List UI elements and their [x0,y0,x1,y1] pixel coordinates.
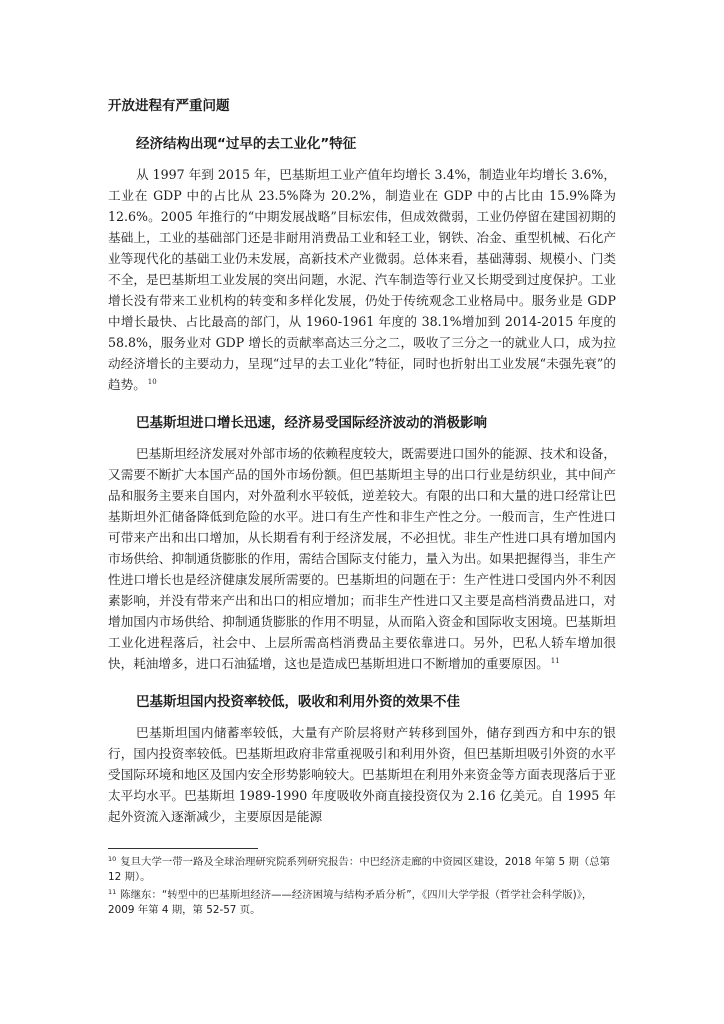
paragraph-imports [108,443,616,674]
subheading-imports: 巴基斯坦进口增长迅速，经济易受国际经济波动的消极影响 [136,415,487,431]
paragraph-investment [108,722,616,827]
footnote-ref-11[interactable]: 11 [550,656,560,665]
footnote-text: 陈继东：“转型中的巴基斯坦经济——经济困境与结构矛盾分析”，《四川大学学报（哲学社会科学版)》，2009 年第 4 期，第 52-57 页。 [108,889,593,916]
subheading-investment: 巴基斯坦国内投资率较低，吸收和利用外资的效果不佳 [136,694,460,710]
footnote-10 [108,855,616,885]
footnote-number: 10 [108,854,117,863]
footnote-11 [108,888,616,918]
paragraph-text: 巴基斯坦国内储蓄率较低，大量有产阶层将财产转移到国外，储存到西方和中东的银行，国内投资率较低。巴基斯坦政府非常重视吸引和利用外资，但巴基斯坦吸引外资的水平受国际环境和地区及国内安全形势影响较大。巴基斯坦在利用外来资金等方面表现落后于亚太平均水平。巴基斯坦 1989-1990 年度吸收外商直接投资仅为 2.16 亿美元。自 1995 年起外资流入逐渐减少，主要原因是能源 [108,725,616,824]
footnotes [108,848,616,921]
section-title: 开放进程有严重问题 [108,98,230,114]
document-page [108,96,616,845]
subheading-deindustrialization: 经济结构出现“过早的去工业化”特征 [136,136,357,152]
footnote-divider [108,848,258,849]
footnote-number: 11 [108,887,117,896]
paragraph-deindustrialization [108,164,616,395]
paragraph-text: 从 1997 年到 2015 年，巴基斯坦工业产值年均增长 3.4%，制造业年均增长 3.6%，工业在 GDP 中的占比从 23.5%降为 20.2%，制造业在 GDP 中的占比由 15.9%降为 12.6%。2005 年推行的“中期发展战略”目标宏伟，但成效微弱，工业仍停留在建国初期的基础上，工业的基础部门还是非耐用消费品工业和轻工业，钢铁、冶金、重型机械、石化产业等现代化的基础工业仍未发展，高新技术产业微弱。总体来看，基础薄弱、规模小、门类不全，是巴基斯坦工业发展的突出问题，水泥、汽车制造等行业又长期受到过度保护。工业增长没有带来工业机构的转变和多样化发展，仍处于传统观念工业格局中。服务业是 GDP 中增长最快、占比最高的部门，从 1960-1961 年度的 38.1%增加到 2014-2015 年度的 58.8%，服务业对 GDP 增长的贡献率高达三分之二，吸收了三分之一的就业人口，成为拉动经济增长的主要动力，呈现“过早的去工业化”特征，同时也折射出工业发展“未强先衰”的趋势。 [108,167,616,392]
paragraph-text: 巴基斯坦经济发展对外部市场的依赖程度较大，既需要进口国外的能源、技术和设备，又需要不断扩大本国产品的国外市场份额。但巴基斯坦主导的出口行业是纺织业，其中间产品和服务主要来自国内，对外盈利水平较低，逆差较大。有限的出口和大量的进口经常让巴基斯坦外汇储备降低到危险的水平。进口有生产性和非生产性之分。一般而言，生产性进口可带来产出和出口增加，从长期看有利于经济发展，不必担忧。非生产性进口具有增加国内市场供给、抑制通货膨胀的作用，需结合国际支付能力，量入为出。如果把握得当，非生产性进口增长也是经济健康发展所需要的。巴基斯坦的问题在于：生产性进口受国内外不利因素影响，并没有带来产出和出口的相应增加；而非生产性进口又主要是高档消费品进口，对增加国内市场供给、抑制通货膨胀的作用不明显，从而陷入资金和国际收支困境。巴基斯坦工业化进程落后，社会中、上层所需高档消费品主要依靠进口。另外，巴私人轿车增加很快，耗油增多，进口石油猛增，这也是造成巴基斯坦进口不断增加的重要原因。 [108,446,616,671]
footnote-ref-10[interactable]: 10 [147,377,157,386]
footnote-text: 复旦大学一带一路及全球治理研究院系列研究报告：中巴经济走廊的中资园区建设，2018 年第 5 期（总第 12 期）。 [108,856,611,883]
